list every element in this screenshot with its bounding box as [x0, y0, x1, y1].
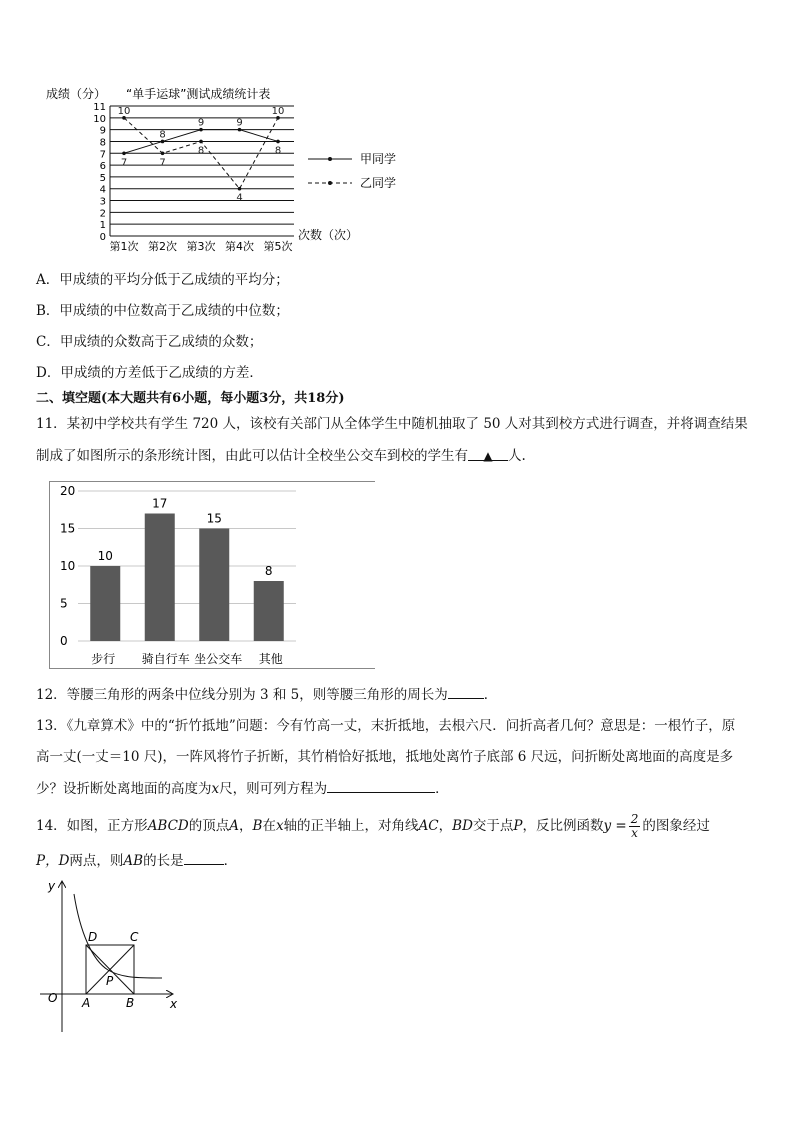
q14-fraction [629, 813, 641, 840]
q14-square: ABCD [147, 818, 189, 834]
q14-end: ． [223, 853, 238, 869]
q14-point-b: B [252, 818, 263, 834]
label-x: x [170, 997, 178, 1011]
q14-text-3: 在 [262, 818, 276, 834]
chart1-data-label: 9 [197, 117, 205, 129]
option-b: B．甲成绩的中位数高于乙成绩的中位数； [36, 303, 289, 319]
label-y: y [48, 879, 56, 893]
chart1-point [122, 151, 126, 155]
q14-p: P [513, 818, 523, 834]
q12-end: ． [483, 687, 498, 703]
chart1-y-tick: 6 [99, 161, 106, 173]
chart2-category-label: 其他 [258, 652, 283, 666]
q14-line2 [36, 850, 237, 871]
label-d: D [88, 930, 98, 944]
q14-figure-svg [34, 872, 194, 1037]
q14-text-6: ，反比例函数 [522, 818, 604, 834]
label-o: O [48, 991, 58, 1005]
chart2-value-label: 17 [152, 496, 168, 511]
legend-yi: 乙同学 [360, 176, 397, 190]
chart1-x-tick: 第1次 [109, 240, 139, 253]
chart1-data-label: 10 [271, 105, 285, 117]
q14-line1 [36, 812, 710, 840]
chart1-y-tick: 3 [99, 196, 106, 208]
q12-text: 12．等腰三角形的两条中位线分别为 3 和 5，则等腰三角形的周长为 [36, 687, 448, 703]
chart1-x-tick: 第4次 [225, 240, 254, 253]
chart2-bar [199, 529, 229, 642]
section-title: 二、填空题(本大题共有6小题，每小题3分，共18分) [36, 391, 345, 406]
q14-text-9: 的长是 [143, 853, 184, 869]
q14-x: x [275, 818, 284, 834]
legend-jia: 甲同学 [360, 152, 397, 166]
q13-var: x [211, 781, 220, 797]
chart1-title: “单手运球”测试成绩统计表 [126, 87, 271, 101]
chart1-y-tick: 4 [99, 184, 106, 196]
chart2-category-label: 坐公交车 [194, 652, 243, 666]
q12-answer-blank[interactable] [448, 684, 484, 699]
chart1-point [161, 151, 165, 155]
q14-comma: ， [239, 818, 253, 834]
travel-bar-chart-svg [50, 482, 374, 668]
chart1-y-tick: 1 [99, 220, 106, 232]
chart2-value-label: 15 [206, 511, 222, 526]
chart1-point [238, 187, 242, 191]
chart1-y-tick: 8 [99, 137, 106, 149]
q11-answer-blank[interactable] [468, 446, 508, 461]
q14-bd: BD [452, 818, 473, 834]
score-line-chart-svg [40, 82, 440, 258]
q14-comma-2: ， [438, 818, 453, 834]
q14-den: x [631, 826, 638, 840]
label-b: B [126, 996, 135, 1010]
option-c: C．甲成绩的众数高于乙成绩的众数； [36, 334, 263, 350]
chart2-category-label: 步行 [91, 652, 116, 666]
q13-line3-mid: 尺，则可列方程为 [219, 781, 328, 797]
chart1-x-tick: 第3次 [186, 240, 216, 253]
q13-line3 [36, 778, 449, 799]
q12 [36, 684, 497, 705]
chart1-point [276, 140, 280, 144]
chart1-data-label: 7 [159, 157, 166, 169]
chart2-bar [254, 581, 284, 641]
q11-line2-end: 人. [508, 448, 526, 464]
chart1-data-label: 8 [197, 145, 205, 157]
chart2-category-label: 骑自行车 [141, 652, 190, 666]
q14-ac: AC [418, 818, 439, 834]
q14-text-1: 14．如图，正方形 [36, 818, 148, 834]
q14-num: 2 [630, 812, 639, 826]
q14-text-4: 轴的正半轴上，对角线 [283, 818, 419, 834]
q13-line3-text: 少？设折断处离地面的高度为 [36, 781, 212, 797]
chart1-x-tick: 第2次 [148, 240, 177, 253]
chart2-bar [145, 514, 175, 642]
q14-figure [34, 872, 194, 1037]
score-line-chart [40, 82, 440, 258]
q14-answer-blank[interactable] [184, 850, 224, 865]
label-p: P [106, 974, 114, 988]
chart2-y-tick: 10 [60, 559, 76, 573]
q13-line2: 高一丈(一丈＝10 尺)，一阵风将竹子折断，其竹梢恰好抵地，抵地处离竹子底部 6 尺远，问折断处离地面的高度是多 [36, 749, 734, 765]
q14-text-2: 的顶点 [188, 818, 230, 834]
chart1-x-tick: 第5次 [263, 240, 293, 253]
chart2-y-tick: 15 [60, 521, 76, 536]
q14-yeq: y = [603, 818, 627, 834]
chart1-y-tick: 7 [99, 149, 106, 161]
chart2-y-tick: 20 [60, 484, 76, 498]
chart1-point [199, 140, 203, 144]
q14-text-8: 两点，则 [69, 853, 124, 869]
q13-line1: 13．《九章算术》中的“折竹抵地”问题：今有竹高一丈，末折抵地，去根六尺．问折高者几何？意思是：一根竹子，原 [36, 718, 736, 734]
chart1-y-tick: 0 [99, 232, 106, 243]
triangle-icon: ▲ [483, 449, 493, 463]
travel-bar-chart [49, 481, 375, 669]
q13-end: ． [435, 781, 449, 797]
q14-point-a: A [229, 818, 240, 834]
option-d: D．甲成绩的方差低于乙成绩的方差． [36, 365, 263, 381]
chart1-y-tick: 10 [93, 113, 106, 125]
chart1-y-tick: 2 [99, 208, 106, 220]
q11-line2-text: 制成了如图所示的条形统计图，由此可以估计全校坐公交车到校的学生有 [36, 448, 468, 464]
chart1-ylabel: 成绩（分） [46, 87, 107, 101]
chart1-data-label: 8 [159, 129, 166, 141]
q14-pd: P，D [36, 853, 70, 869]
chart2-value-label: 8 [264, 564, 273, 578]
q14-text-7: 的图象经过 [642, 818, 710, 834]
chart2-bar [90, 566, 120, 641]
chart1-xlabel: 次数（次） [298, 228, 359, 242]
chart2-y-tick: 5 [60, 596, 68, 611]
label-a: A [82, 996, 91, 1010]
option-a: A．甲成绩的平均分低于乙成绩的平均分； [36, 272, 289, 288]
chart1-data-label: 8 [274, 145, 282, 157]
chart1-data-label: 7 [120, 157, 128, 169]
q14-text-5: 交于点 [472, 818, 514, 834]
chart1-data-label: 4 [236, 192, 243, 204]
q11-line1: 11．某初中学校共有学生 720 人，该校有关部门从全体学生中随机抽取了 50 人对其到校方式进行调查，并将调查结果 [36, 416, 748, 432]
q13-answer-blank[interactable] [327, 778, 435, 793]
chart1-data-label: 9 [236, 117, 243, 129]
chart1-legend [308, 152, 396, 190]
label-c: C [130, 930, 139, 944]
chart1-y-tick: 5 [99, 172, 106, 184]
chart1-y-tick: 9 [99, 125, 106, 137]
q14-ab: AB [123, 853, 144, 869]
chart1-data-label: 10 [117, 105, 131, 117]
chart1-y-tick: 11 [93, 102, 106, 113]
chart2-value-label: 10 [97, 549, 113, 563]
q11-line2 [36, 446, 526, 466]
chart2-y-tick: 0 [60, 634, 68, 648]
